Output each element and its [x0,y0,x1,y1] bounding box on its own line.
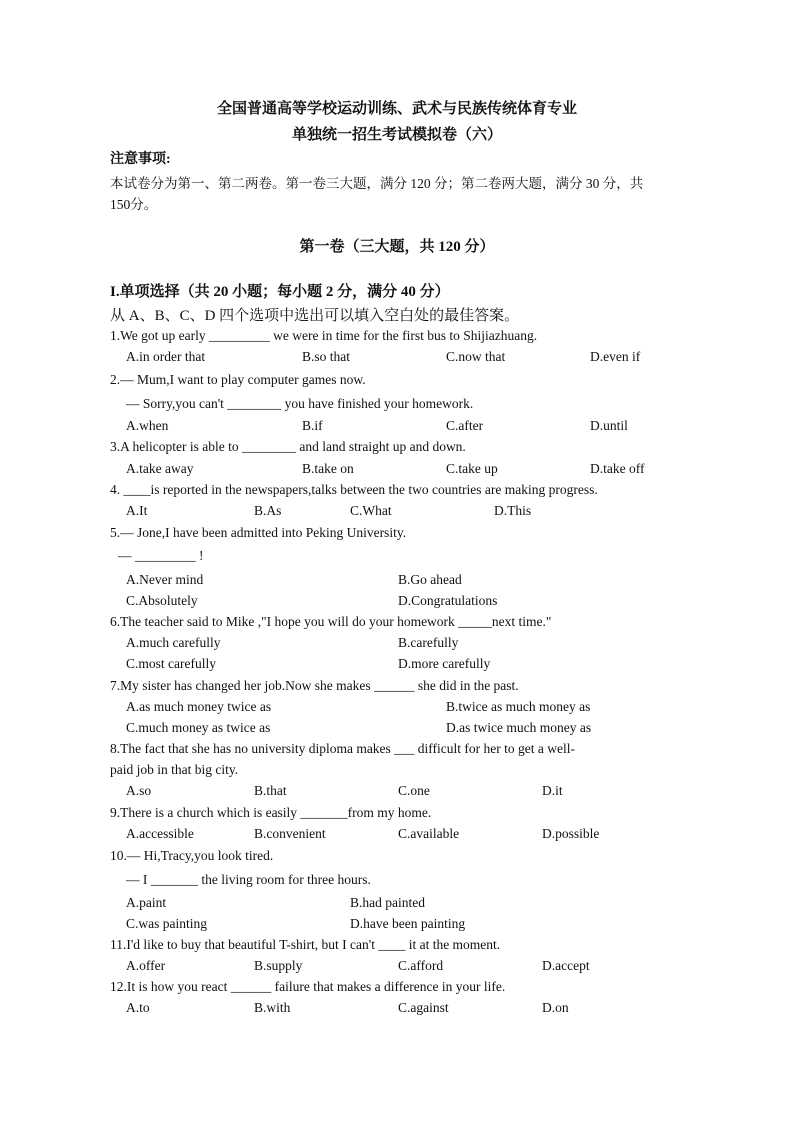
question-8-option-a[interactable]: A.so [126,783,152,798]
question-11-option-a[interactable]: A.offer [126,958,166,973]
question-7-option-b[interactable]: B.twice as much money as [446,699,591,714]
question-6-option-a[interactable]: A.much carefully [126,635,221,650]
question-4-option-c[interactable]: C.What [350,503,392,518]
question-6-option-c[interactable]: C.most carefully [126,656,216,671]
question-11-stem: 11.I'd like to buy that beautiful T-shirt, but I can't ____ it at the moment. [110,937,501,952]
question-3-option-c[interactable]: C.take up [446,461,498,476]
question-2-option-d[interactable]: D.until [590,418,628,433]
question-9-option-b[interactable]: B.convenient [254,826,326,841]
question-2-option-a[interactable]: A.when [126,418,169,433]
question-6-stem: 6.The teacher said to Mike ,"I hope you will do your homework _____next time." [110,614,552,629]
question-5-stem2: — _________ ! [118,548,204,563]
exam-title-line1: 全国普通高等学校运动训练、武术与民族传统体育专业 [216,101,577,117]
notes-line1: 本试卷分为第一、第二两卷。第一卷三大题，满分 120 分；第二卷两大题，满分 30 分，共 [110,176,644,191]
part1-title: I.单项选择（共 20 小题；每小题 2 分，满分 40 分） [110,284,450,300]
question-8-stem: 8.The fact that she has no university diploma makes ___ difficult for her to get a well- [110,741,575,756]
question-12-option-a[interactable]: A.to [126,1000,150,1015]
question-6-option-d[interactable]: D.more carefully [398,656,491,671]
question-3-option-b[interactable]: B.take on [302,461,354,476]
question-12-option-d[interactable]: D.on [542,1000,569,1015]
question-7-option-c[interactable]: C.much money as twice as [126,720,271,735]
question-11-option-c[interactable]: C.afford [398,958,444,973]
question-9-option-c[interactable]: C.available [398,826,460,841]
question-5-option-b[interactable]: B.Go ahead [398,572,462,587]
question-10-option-a[interactable]: A.paint [126,895,167,910]
question-10-option-b[interactable]: B.had painted [350,895,425,910]
question-1-option-a[interactable]: A.in order that [126,349,206,364]
volume1-title: 第一卷（三大题，共 120 分） [299,239,495,255]
question-4-option-b[interactable]: B.As [254,503,282,518]
question-9-option-a[interactable]: A.accessible [126,826,194,841]
question-10-option-c[interactable]: C.was painting [126,916,207,931]
question-9-stem: 9.There is a church which is easily _______from my home. [110,805,432,820]
question-4-option-a[interactable]: A.It [126,503,148,518]
question-8-option-c[interactable]: C.one [398,783,430,798]
question-2-stem: 2.— Mum,I want to play computer games now. [110,372,366,387]
question-1-option-b[interactable]: B.so that [302,349,351,364]
part1-instruction: 从 A、B、C、D 四个选项中选出可以填入空白处的最佳答案。 [110,308,520,324]
question-8-stem2: paid job in that big city. [110,762,239,777]
question-1-stem: 1.We got up early _________ we were in time for the first bus to Shijiazhuang. [110,328,538,343]
question-8-option-d[interactable]: D.it [542,783,563,798]
question-4-stem: 4. ____is reported in the newspapers,talks between the two countries are making progress. [110,482,598,497]
question-3-stem: 3.A helicopter is able to ________ and land straight up and down. [110,439,466,454]
question-10-option-d[interactable]: D.have been painting [350,916,466,931]
question-1-option-d[interactable]: D.even if [590,349,641,364]
question-12-stem: 12.It is how you react ______ failure that makes a difference in your life. [110,979,506,994]
question-1-option-c[interactable]: C.now that [446,349,506,364]
question-5-option-d[interactable]: D.Congratulations [398,593,498,608]
question-2-option-b[interactable]: B.if [302,418,323,433]
question-2-option-c[interactable]: C.after [446,418,484,433]
question-4-option-d[interactable]: D.This [494,503,532,518]
notes-heading: 注意事项: [110,152,171,167]
question-7-option-d[interactable]: D.as twice much money as [446,720,592,735]
question-10-stem: 10.— Hi,Tracy,you look tired. [110,848,274,863]
question-3-option-a[interactable]: A.take away [126,461,194,476]
question-11-option-b[interactable]: B.supply [254,958,303,973]
question-7-option-a[interactable]: A.as much money twice as [126,699,272,714]
exam-title-line2: 单独统一招生考试模拟卷（六） [291,127,502,143]
question-3-option-d[interactable]: D.take off [590,461,645,476]
question-11-option-d[interactable]: D.accept [542,958,590,973]
question-9-option-d[interactable]: D.possible [542,826,600,841]
question-5-option-c[interactable]: C.Absolutely [126,593,198,608]
question-12-option-b[interactable]: B.with [254,1000,291,1015]
notes-line2: 150分。 [110,197,158,212]
question-5-stem: 5.— Jone,I have been admitted into Peking University. [110,525,407,540]
question-8-option-b[interactable]: B.that [254,783,287,798]
question-6-option-b[interactable]: B.carefully [398,635,459,650]
question-10-stem2: — I _______ the living room for three hours. [126,872,371,887]
question-5-option-a[interactable]: A.Never mind [126,572,204,587]
question-7-stem: 7.My sister has changed her job.Now she makes ______ she did in the past. [110,678,519,693]
question-2-stem2: — Sorry,you can't ________ you have finished your homework. [126,396,474,411]
question-12-option-c[interactable]: C.against [398,1000,449,1015]
